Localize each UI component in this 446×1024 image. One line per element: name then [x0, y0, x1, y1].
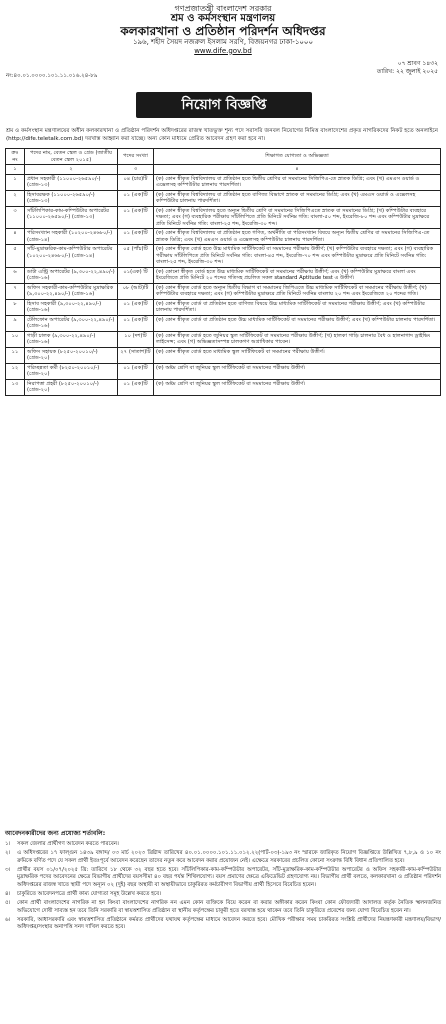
table-row: [6, 245, 441, 268]
condition-item: [5, 841, 441, 849]
row-post: নিরাপত্তা প্রহরী (৮২৫০-২০০১০/-) (গ্রেড-২০): [25, 379, 118, 395]
colnum-3: ৩: [118, 165, 154, 175]
condition-item: [5, 917, 441, 932]
row-count: ০১ (এক)টি: [118, 379, 154, 395]
row-serial: ১: [6, 174, 25, 190]
row-count: ০১ (এক)টি: [118, 206, 154, 229]
row-serial: ১১: [6, 347, 25, 363]
row-count: ০৪ (চার)টি: [118, 174, 154, 190]
row-qualification: (ক) কোন স্বীকৃত বোর্ড হতে অন্যূন দ্বিতীয় বিভাগ বা সমমানের জিপিএতে উচ্চ মাধ্যমিক সার্টিফিকেট বা সমমানের পরীক্ষায় উত্তীর্ণ; (খ) কম্পিউটার ব্যবহারে দক্ষতা; এবং (গ) কম্পিউটার মুদ্রাক্ষরে প্রতি মিনিটে সর্বনিম্ন বাংলায় ২০ শব্দ এবং ইংরেজিতে ২০ শব্দের গতি।: [154, 283, 441, 299]
row-count: ০৮ (আট)টি: [118, 283, 154, 299]
department-name: কলকারখানা ও প্রতিষ্ঠান পরিদর্শন অধিদপ্তর: [120, 23, 326, 38]
vacancy-table-body: [6, 174, 441, 395]
row-count: ২৭ (সাতাশ)টি: [118, 347, 154, 363]
row-qualification: (ক) অষ্টম শ্রেণি বা জুনিয়র স্কুল সার্টিফিকেট বা সমমানের পরীক্ষায় উত্তীর্ণ।: [154, 363, 441, 379]
row-serial: ১০: [6, 331, 25, 347]
date-label: তারিখ:: [376, 68, 395, 76]
row-count: ০৫ (পাঁচ)টি: [118, 245, 154, 268]
condition-text: এ অধিদপ্তরের ১৭ ফাল্গুন ১৪৩৯ বঙ্গাব্দ/ ০৩ মার্চ ২০২৩ খ্রিষ্টাব্দ তারিখের ৪০.০১.০০০০.১০১.১১.০১২.২২(পার্ট-০৩)-১৯৩ নং স্মারকে জারিকৃত নিয়োগ বিজ্ঞপ্তিতে উল্লিখিত ৭,৮,৯ ও ১০ নং ক্রমিকে বর্ণিত পদে যে সকল প্রার্থী ইতঃপূর্বে আবেদন করেছেন তাদের নতুন করে আবেদন করার প্রয়োজন নেই। এক্ষেত্রে সরকারের প্রচলিত কোনো সংক্রান্ত বিধি বিধান প্রতিপালিত হবে।: [17, 850, 441, 864]
row-post: সাঁটলিপিকার-কাম-কম্পিউটার অপারেটর (১১০০০-২৬৫৯০/-) (গ্রেড-১৩): [25, 206, 118, 229]
table-row: [6, 363, 441, 379]
condition-number: ৫।: [5, 899, 11, 906]
row-count: ০১ (এক)টি: [118, 315, 154, 331]
date-block: [377, 60, 438, 76]
row-count: ০১ (এক)টি: [118, 299, 154, 315]
colnum-1: ১: [6, 165, 25, 175]
row-serial: ৭: [6, 283, 25, 299]
condition-item: [5, 850, 441, 865]
row-post: অফিস সহায়ক (৮২৫০-২০০১০/-) (গ্রেড-২০): [25, 347, 118, 363]
condition-number: ৪।: [5, 890, 11, 897]
row-qualification: (ক) কোন স্বীকৃত বিশ্ববিদ্যালয় বা প্রতিষ্ঠান হতে দ্বিতীয় শ্রেণির বা সমমানের সিজিপিএ-তে স্নাতক ডিগ্রি; এবং (খ) এমএস ওয়ার্ড ও এক্সেলসহ কম্পিউটার চালনায় পারদর্শিতা।: [154, 174, 441, 190]
letterhead: [5, 4, 441, 55]
row-count: ০১ (এক)টি: [118, 363, 154, 379]
website-link[interactable]: www.dife.gov.bd: [194, 46, 252, 55]
date-english: ২২ জুলাই ২০২৫: [396, 68, 438, 76]
table-row: [6, 299, 441, 315]
table-row: [6, 315, 441, 331]
condition-item: [5, 900, 441, 915]
condition-text: প্রার্থীর বয়স ০১/০৭/২০২৫ খ্রি: তারিখে ১৮ থেকে ৩২ বছর হতে হবে। সাঁটলিপিকার-কাম-কম্পিউটার অপারেটর, সাঁট-মুদ্রাক্ষরিক-কাম-কম্পিউটার অপারেটর ও অফিস সহকারী-কাম-কম্পিউটার মুদ্রাক্ষরিক পদের আবেদনের ক্ষেত্রে বিভাগীয় প্রার্থীদের বয়সসীমা ৪০ বছর পর্যন্ত শিথিলযোগ্য। বয়স প্রমাণের ক্ষেত্রে এফিডেভিট গ্রহণযোগ্য নয়। বিভাগীয় প্রার্থী বলতে, কলকারখানা ও প্রতিষ্ঠান পরিদর্শন অধিদপ্তরের রাজস্ব খাতে স্থায়ী পদে অন্যূন ০২ (দুই) বছর অস্থায়ী বা অস্থায়ীভাবে চাকুরিরত কর্মচারীগণ বিভাগীয় প্রার্থী হিসেবে বিবেচিত হবেন।: [17, 866, 441, 888]
conditions-title: আবেদনকারীদের জন্য প্রযোজ্য শর্তাবলি:: [5, 830, 106, 837]
condition-number: ৬।: [5, 916, 11, 923]
row-serial: ২: [6, 190, 25, 206]
row-serial: ৬: [6, 267, 25, 283]
office-address: ১৯৬, শহীদ সৈয়দ নজরুল ইসলাম সরণি, বিজয়নগর ঢাকা-১০০০: [132, 38, 314, 47]
row-count: ০১ (এক)টি: [118, 190, 154, 206]
row-post: প্রধান সহকারী (১১০০০-২৬৫৯০/-) (গ্রেড-১৩): [25, 174, 118, 190]
row-qualification: (ক) কোন স্বীকৃত বোর্ড হতে জুনিয়র স্কুল সার্টিফিকেট বা সমমানের পরীক্ষায় উত্তীর্ণ; (খ) হালকা গাড়ি চালনার বৈধ ও হালনাগাদ ড্রাইভিং লাইসেন্স; এবং (গ) অভিজ্ঞতাসম্পন্ন চালকগণ অগ্রাধিকার পাবেন।: [154, 331, 441, 347]
row-post: হিসাব সহকারী (৯,৩০০-২২,৪৯০/-) (গ্রেড-১৬): [25, 299, 118, 315]
row-qualification: (ক) অষ্টম শ্রেণি বা জুনিয়র স্কুল সার্টিফিকেট বা সমমানের পরীক্ষায় উত্তীর্ণ।: [154, 379, 441, 395]
table-row: [6, 331, 441, 347]
row-post: পরিচ্ছন্নতা কর্মী (৮২৫০-২০০১০/-) (গ্রেড-২০): [25, 363, 118, 379]
row-serial: ৯: [6, 315, 25, 331]
row-post: অফিস সহকারী-কাম-কম্পিউটার মুদ্রাক্ষরিক (৯,৩০০-২২,৪৯০/-) (গ্রেড-১৬): [25, 283, 118, 299]
row-post: হিসাবরক্ষক (১১০০০-২৬৫৯০/-) (গ্রেড-১৩): [25, 190, 118, 206]
colnum-2: ২: [25, 165, 118, 175]
row-qualification: (ক) কোন স্বীকৃত বিশ্ববিদ্যালয় হতে অন্যূন দ্বিতীয় শ্রেণি বা সমমানের সিজিপিএতে স্নাতক বা সমমানের ডিগ্রি; (খ) কম্পিউটার ব্যবহারে দক্ষতা; এবং (গ) ব্যবহারিক পরীক্ষায় সাঁটলিপিতে প্রতি মিনিটে সর্বনিম্ন গতি: বাংলা-৫০ শব্দ, ইংরেজি-৮০ শব্দ এবং কম্পিউটার মুদ্রাক্ষরে প্রতি মিনিটে সর্বনিম্ন গতি: বাংলা-২৫ শব্দ, ইংরেজি-৩০ শব্দ।: [154, 206, 441, 229]
col-serial: ক্রঃ নং: [6, 149, 25, 165]
condition-text: সকল জেলার প্রার্থীগণ আবেদন করতে পারবেন।: [17, 841, 119, 847]
table-row: [6, 229, 441, 245]
row-qualification: (ক) কোন স্বীকৃত বোর্ড বা প্রতিষ্ঠান হতে বাণিজ্য বিষয়ে উচ্চ মাধ্যমিক সার্টিফিকেট বা সমমানের পরীক্ষায় উত্তীর্ণ; এবং (খ) কম্পিউটার চালনায় পারদর্শিতা।: [154, 299, 441, 315]
date-bangla: ০৭ শ্রাবণ ১৪৩২: [397, 60, 438, 67]
table-row: [6, 347, 441, 363]
table-row: [6, 190, 441, 206]
row-serial: ৩: [6, 206, 25, 229]
condition-number: ৩।: [5, 866, 11, 873]
row-serial: ৫: [6, 245, 25, 268]
intro-paragraph: শ্রম ও কর্মসংস্থান মন্ত্রণালয়ের অধীন কলকারখানা ও প্রতিষ্ঠান পরিদর্শন অধিদপ্তরের রাজস্ব খাতভুক্ত শূন্য পদে সরাসরি জনবল নিয়োগের নিমিত্ত বাংলাদেশের প্রকৃত নাগরিকদের নিকট হতে অনলাইনে (http://dife.teletalk.com.bd) দরখাস্ত আহ্বান করা যাচ্ছে। অন্য কোন মাধ্যমে প্রেরিত আবেদন গ্রহণ করা হবে না।: [6, 128, 438, 143]
row-qualification: (ক) কোন স্বীকৃত বিশ্ববিদ্যালয় বা প্রতিষ্ঠান হতে বাণিজ্য বিভাগে স্নাতক বা সমমানের ডিগ্রি; এবং (খ) এমএস ওয়ার্ড ও এক্সেলসহ কম্পিউটার চালনায় পারদর্শিতা।: [154, 190, 441, 206]
row-qualification: (ক) কোন স্বীকৃত বোর্ড হতে মাধ্যমিক স্কুল সার্টিফিকেট বা সমমানের পরীক্ষায় উত্তীর্ণ।: [154, 347, 441, 363]
conditions-section: [5, 828, 441, 933]
row-serial: ৮: [6, 299, 25, 315]
table-header-row: [6, 149, 441, 165]
condition-number: ২।: [5, 850, 11, 857]
condition-text: কোন প্রার্থী বাংলাদেশের নাগরিক না হন কিংবা বাংলাদেশের নাগরিক নন এমন কোন ব্যক্তিকে বিয়ে করেন বা করার অঙ্গীকার করেন কিংবা কোন ফৌজদারী আদালত কর্তৃক নৈতিক স্খলনজনিত অভিযোগে দোষী সাব্যস্ত হন তবে তিনি সরকারি বা স্বায়ত্তশাসিত প্রতিষ্ঠান বা স্থানীয় কর্তৃপক্ষের চাকুরী হতে বরখাস্ত হয়ে থাকেন তবে তিনি চাকুরিতে প্রবেশের জন্য যোগ্য বিবেচিত হবেন না।: [17, 899, 441, 914]
condition-item: [5, 891, 441, 899]
notice-title: নিয়োগ বিজ্ঞপ্তি: [136, 92, 312, 118]
row-qualification: (ক) কোনো স্বীকৃত বোর্ড হতে উচ্চ মাধ্যমিক সার্টিফিকেট বা সমমানের পরীক্ষায় উত্তীর্ণ; এবং (খ) কম্পিউটার মুদ্রাক্ষরে বাংলা এবং ইংরেজিতে প্রতি মিনিটে ২০ শব্দের গতিসহ প্রচলিত সকল standard Aptitude test এ উত্তীর্ণ।: [154, 267, 441, 283]
table-colnum-row: [6, 165, 441, 175]
row-post: টেলিফোন অপারেটর (৯,৩০০-২২,৪৯০/-) (গ্রেড-১৬): [25, 315, 118, 331]
gov-name: গণপ্রজাতন্ত্রী বাংলাদেশ সরকার: [174, 4, 272, 13]
row-serial: ৪: [6, 229, 25, 245]
row-serial: ১২: [6, 363, 25, 379]
condition-number: ১।: [5, 841, 11, 847]
ministry-name: শ্রম ও কর্মসংস্থান মন্ত্রণালয়: [170, 13, 276, 25]
table-row: [6, 379, 441, 395]
col-post: পদের নাম, বেতন স্কেল ও গ্রেড (জাতীয় বেতন স্কেল ২০১৫): [25, 149, 118, 165]
row-qualification: (ক) কোন স্বীকৃত বিশ্ববিদ্যালয় বা প্রতিষ্ঠান হতে গণিত, অর্থনীতি বা পরিসংখ্যান বিষয়ে অন্যূন দ্বিতীয় শ্রেণির বা সমমানের সিজিপিএ-তে স্নাতক ডিগ্রি; এবং (খ) এমএস ওয়ার্ড ও এক্সেলসহ কম্পিউটার চালনায় পারদর্শিতা।: [154, 229, 441, 245]
row-serial: ১৩: [6, 379, 25, 395]
row-count: ১০ (দশ)টি: [118, 331, 154, 347]
vacancy-table: [5, 148, 441, 396]
row-qualification: (ক) কোন স্বীকৃত বোর্ড বা প্রতিষ্ঠান হতে উচ্চ মাধ্যমিক সার্টিফিকেট বা সমমানের পরীক্ষায় উত্তীর্ণ; এবং (খ) কম্পিউটার চালনায় পারদর্শিতা।: [154, 315, 441, 331]
table-row: [6, 206, 441, 229]
col-qualification: শিক্ষাগত যোগ্যতা ও অভিজ্ঞতা: [154, 149, 441, 165]
condition-text: সরকারি, আধাসরকারি এবং স্বায়ত্তশাসিত প্রতিষ্ঠানে কর্মরত প্রার্থীদের যথাযথ কর্তৃপক্ষের মাধ্যমে আবেদন করতে হবে। মৌখিক পরীক্ষার সময় চাকরিরত সংশ্লিষ্ট প্রার্থীদের নিয়ন্ত্রণকারী মন্ত্রণালয়/বিভাগ/অধিদপ্তর/সংস্থার অনাপত্তি সনদ দাখিল করতে হবে।: [17, 916, 441, 931]
table-row: [6, 267, 441, 283]
condition-item: [5, 867, 441, 890]
row-post: গাড়ী চালক (৯,৩০০-২২,৪৯০/-) (গ্রেড-১৬): [25, 331, 118, 347]
colnum-4: ৪: [154, 165, 441, 175]
row-count: ০১(এক) টি: [118, 267, 154, 283]
table-row: [6, 283, 441, 299]
conditions-list: [5, 841, 441, 932]
row-post: সাঁট-মুদ্রাক্ষরিক-কাম-কম্পিউটার অপারেটর (১০২০০-২৪৬৮০/-) (গ্রেড-১৪): [25, 245, 118, 268]
row-post: ডাটা এন্ট্রি অপারেটর (৯,৩০০-২২,৪৯০/-) (গ্রেড-১৬): [25, 267, 118, 283]
row-qualification: (ক) কোন স্বীকৃত বোর্ড হতে উচ্চ মাধ্যমিক সার্টিফিকেট বা সমমানের পরীক্ষায় উত্তীর্ণ; (খ) কম্পিউটার ব্যবহারে দক্ষতা; এবং (গ) ব্যবহারিক পরীক্ষায় সাঁটলিপিতে প্রতি মিনিটে সর্বনিম্ন গতি: বাংলা-৪৫ শব্দ, ইংরেজি-৭০ শব্দ এবং কম্পিউটার মুদ্রাক্ষরে প্রতি মিনিটে সর্বনিম্ন গতি: বাংলা-২৫ শব্দ, ইংরেজি-৩০ শব্দ।: [154, 245, 441, 268]
table-row: [6, 174, 441, 190]
row-post: পরিসংখ্যান সহকারী (১০২০০-২৪৬৮০/-) (গ্রেড-১৪): [25, 229, 118, 245]
condition-text: চাকুরিতে আবেদনপত্রে প্রার্থী কাম্য যোগ্যতা সমূহ উল্লেখ করতে হবে।: [17, 890, 162, 897]
row-count: ০১ (এক)টি: [118, 229, 154, 245]
col-count: পদের সংখ্যা: [118, 149, 154, 165]
memo-number: নং:৪০.০১.০০০০.১০১.১১.০১৬.২৪-৮৯: [6, 73, 98, 79]
